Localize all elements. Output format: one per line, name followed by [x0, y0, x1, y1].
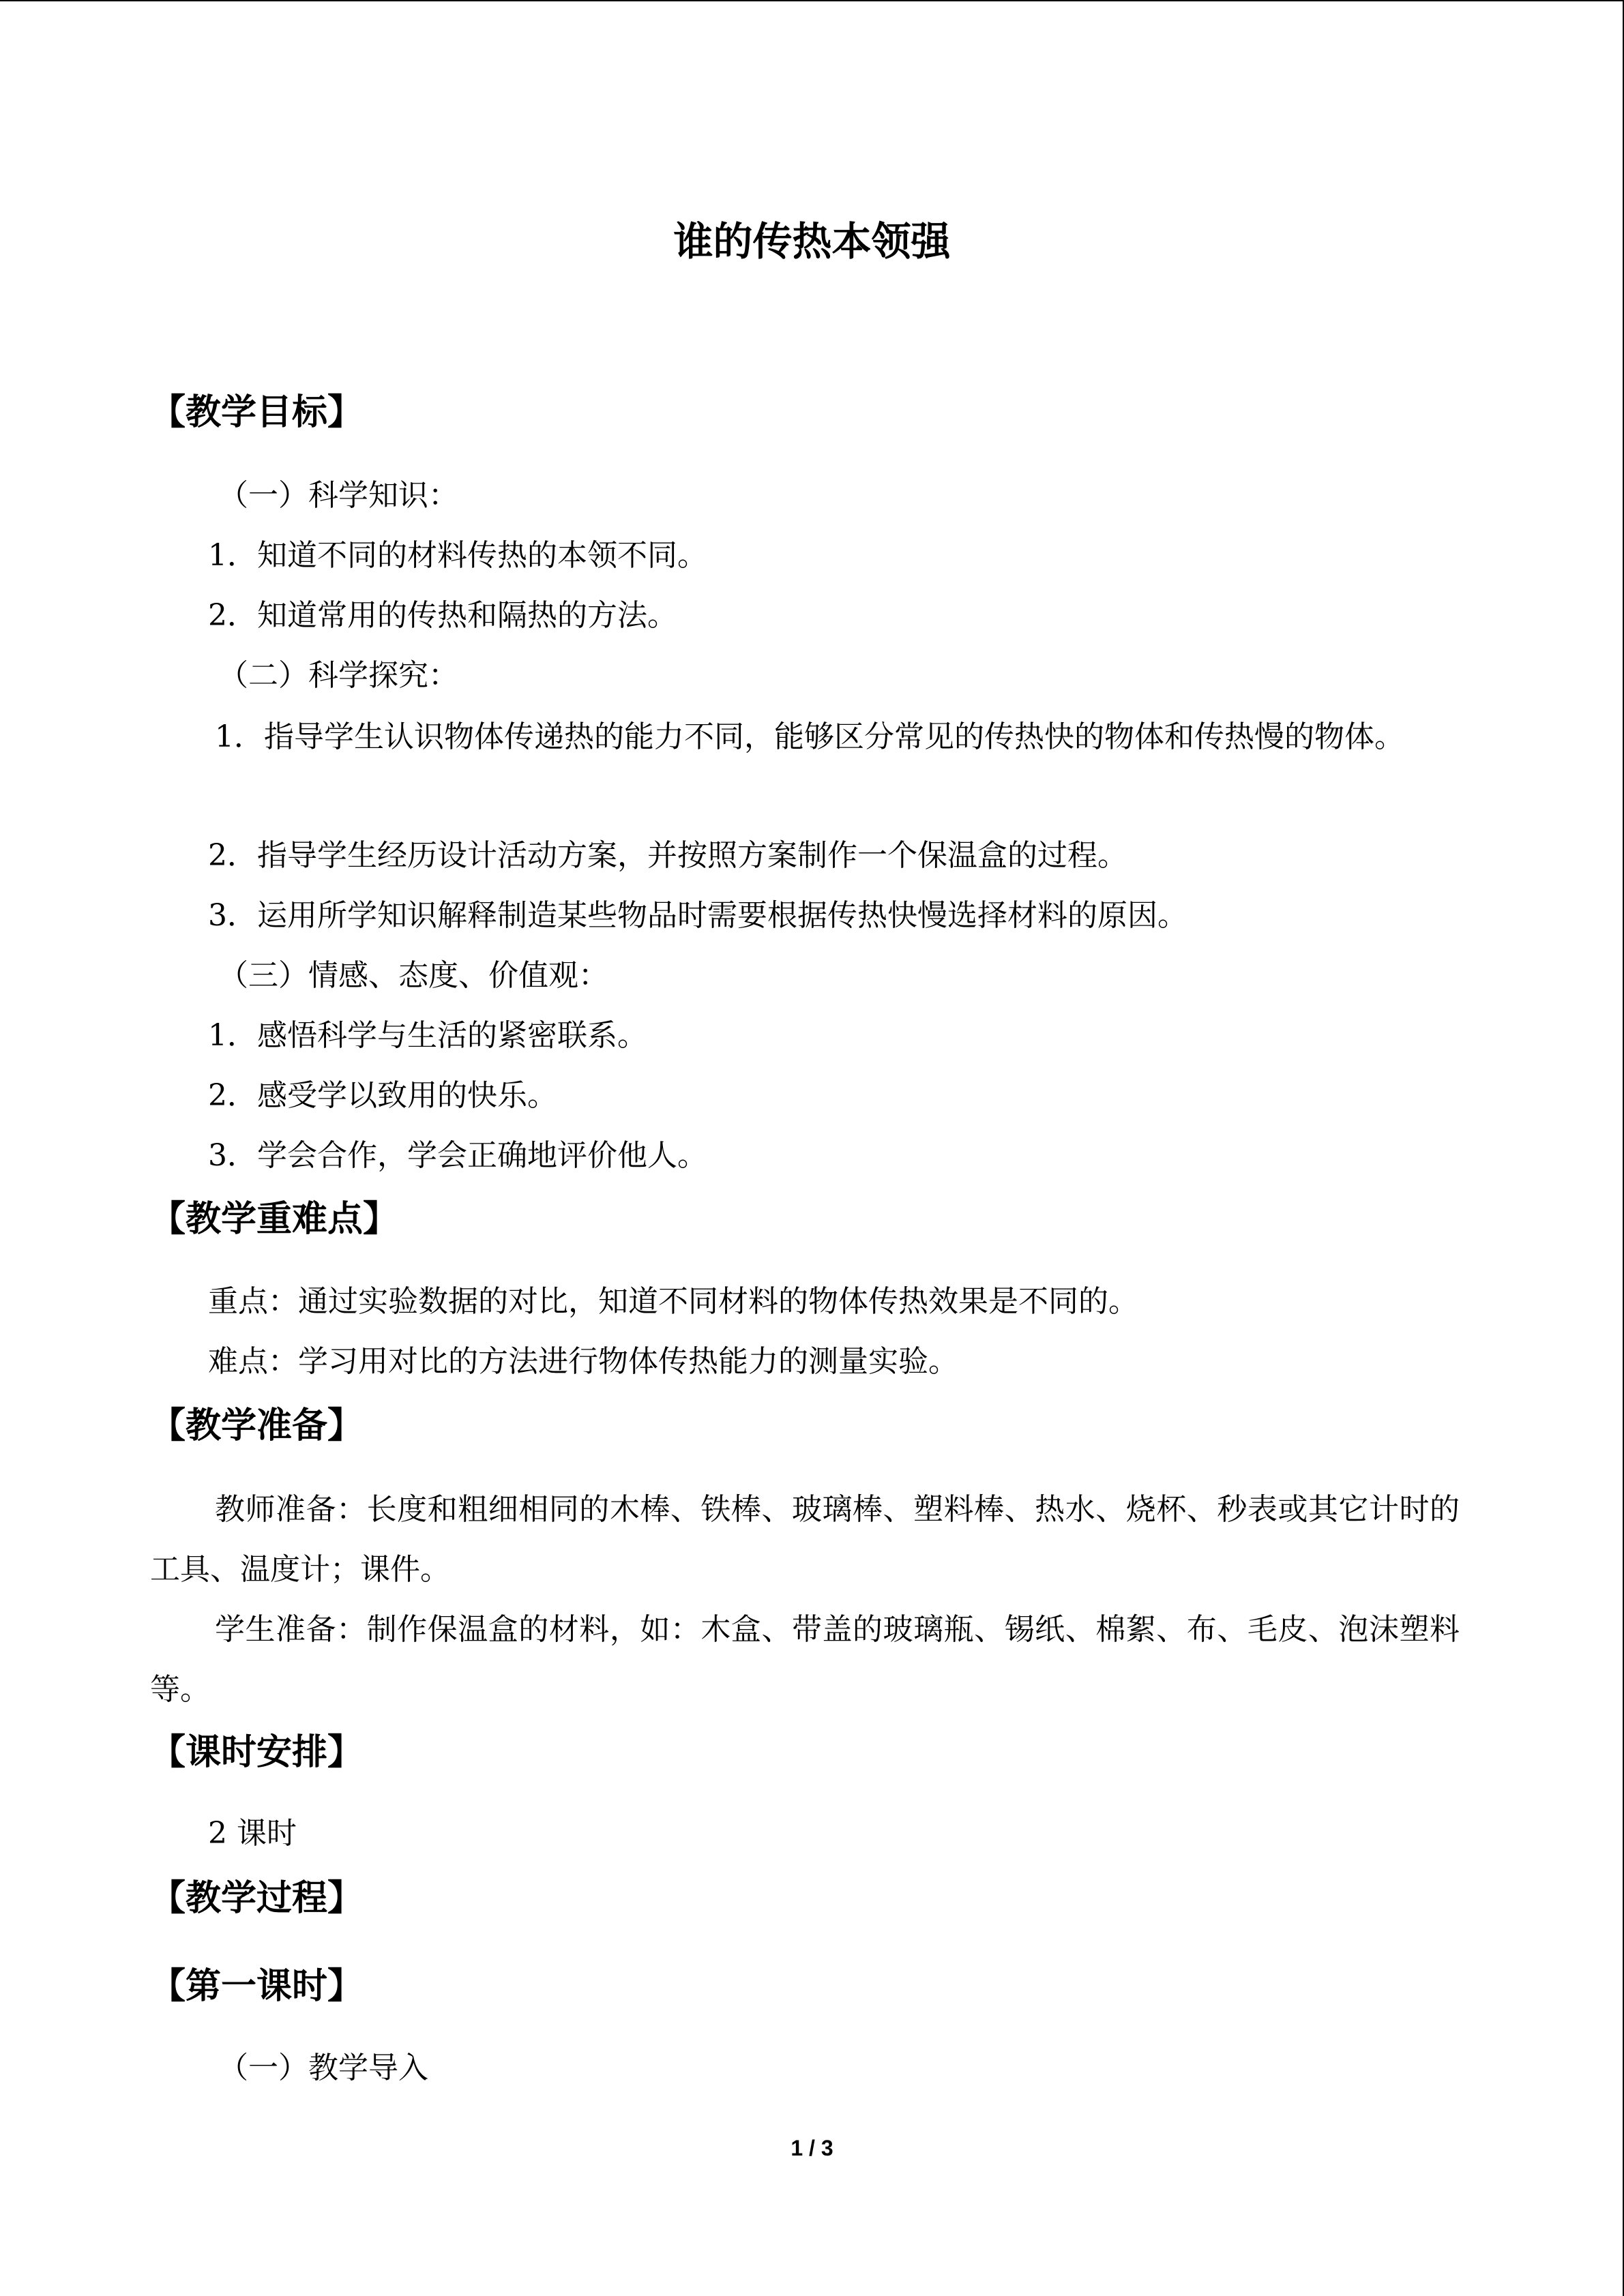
knowledge-heading: （一）科学知识：	[218, 478, 458, 513]
inquiry-item: 2．指导学生经历设计活动方案，并按照方案制作一个保温盒的过程。	[208, 838, 1127, 873]
attitude-item: 2．感受学以致用的快乐。	[208, 1078, 557, 1113]
section-heading-schedule: 【课时安排】	[150, 1732, 364, 1773]
attitude-item: 3．学会合作，学会正确地评价他人。	[208, 1138, 707, 1173]
section-heading-process: 【教学过程】	[150, 1878, 364, 1919]
attitude-heading: （三）情感、态度、价值观：	[218, 958, 608, 993]
section-heading-preparation: 【教学准备】	[150, 1405, 364, 1446]
page-number: 1 / 3	[791, 2136, 833, 2160]
inquiry-item: 3．运用所学知识解释制造某些物品时需要根据传热快慢选择材料的原因。	[208, 898, 1187, 933]
inquiry-heading: （二）科学探究：	[218, 658, 458, 693]
key-point-difficulty: 难点：学习用对比的方法进行物体传热能力的测量实验。	[208, 1344, 958, 1379]
teacher-preparation: 教师准备：长度和粗细相同的木棒、铁棒、玻璃棒、塑料棒、热水、烧杯、秒表或其它计时的工具、温度计；课件。	[150, 1492, 1460, 1587]
schedule-hours: 2 课时	[208, 1816, 297, 1851]
inquiry-item: 1．指导学生认识物体传递热的能力不同，能够区分常见的传热快的物体和传热慢的物体。	[215, 719, 1404, 754]
attitude-item: 1．感悟科学与生活的紧密联系。	[208, 1018, 647, 1053]
key-point-focus: 重点：通过实验数据的对比，知道不同材料的物体传热效果是不同的。	[208, 1284, 1138, 1319]
lesson-intro: （一）教学导入	[218, 2051, 428, 2085]
section-heading-key-points: 【教学重难点】	[150, 1199, 399, 1240]
section-heading-first-lesson: 【第一课时】	[150, 1966, 364, 2007]
knowledge-item: 2．知道常用的传热和隔热的方法。	[208, 598, 677, 633]
student-preparation: 学生准备：制作保温盒的材料，如：木盒、带盖的玻璃瓶、锡纸、棉絮、布、毛皮、泡沫塑料等。	[150, 1612, 1460, 1707]
knowledge-item: 1．知道不同的材料传热的本领不同。	[208, 538, 707, 573]
document-title: 谁的传热本领强	[673, 218, 951, 265]
section-heading-objectives: 【教学目标】	[150, 392, 364, 433]
